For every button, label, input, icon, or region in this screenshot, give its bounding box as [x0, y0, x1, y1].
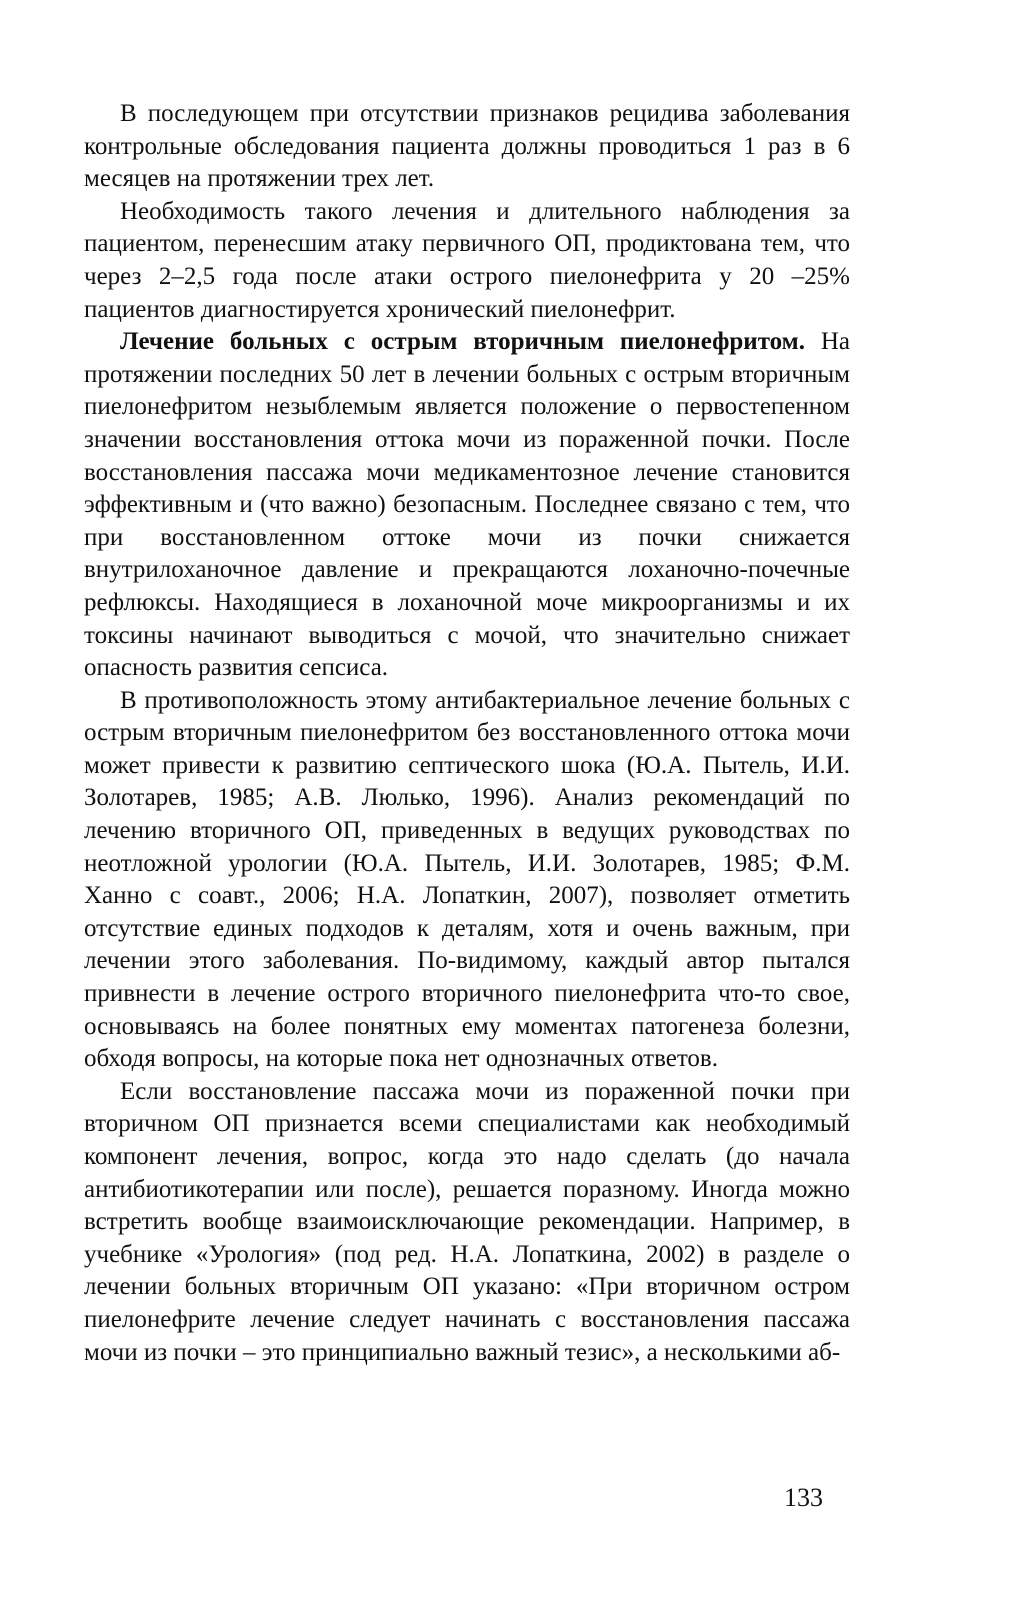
section-heading: Лечение больных с острым вторичным пиелонефритом.	[120, 328, 805, 356]
paragraph-2: Необходимость такого лечения и длительного наблюдения за пациентом, перенесшим атаку первичного ОП, продиктована тем, что через 2–2,5 года после атаки острого пиелонефрита у 20 –25% пациентов диагностируется хронический пиелонефрит.	[84, 197, 850, 323]
page-body	[84, 98, 850, 1369]
paragraph-3	[84, 326, 850, 685]
page-number: 133	[784, 1483, 823, 1512]
paragraph-1: В последующем при отсутствии признаков рецидива заболевания контрольные обследования пациента должны проводиться 1 раз в 6 месяцев на протяжении трех лет.	[84, 100, 850, 193]
paragraph-5: Если восстановление пассажа мочи из пораженной почки при вторичном ОП признается всеми специалистами как необходимый компонент лечения, вопрос, когда это надо сделать (до начала антибиотикотерапии или после), решается поразному. Иногда можно встретить вообще взаимоисключающие рекомендации. Например, в учебнике «Урология» (под ред. Н.А. Лопаткина, 2002) в разделе о лечении больных вторичным ОП указано: «При вторичном остром пиелонефрите лечение следует начинать с восстановления пассажа мочи из почки – это принципиально важный тезис», а несколькими аб-	[84, 1077, 850, 1366]
paragraph-3-text: На протяжении последних 50 лет в лечении больных с острым вторичным пиелонефритом незыблемым является положение о первостепенном значении восстановления оттока мочи из пораженной почки. После восстановления пассажа мочи медикаментозное лечение становится эффективным и (что важно) безопасным. Последнее связано с тем, что при восстановленном оттоке мочи из почки снижается внутрилоханочное давление и прекращаются лоханочно-почечные рефлюксы. Находящиеся в лоханочной моче микроорганизмы и их токсины начинают выводиться с мочой, что значительно снижает опасность развития сепсиса.	[84, 328, 850, 682]
paragraph-4: В противоположность этому антибактериальное лечение больных с острым вторичным пиелонефритом без восстановленного оттока мочи может привести к развитию септического шока (Ю.А. Пытель, И.И. Золотарев, 1985; А.В. Люлько, 1996). Анализ рекомендаций по лечению вторичного ОП, приведенных в ведущих руководствах по неотложной урологии (Ю.А. Пытель, И.И. Золотарев, 1985; Ф.М. Ханно с соавт., 2006; Н.А. Лопаткин, 2007), позволяет отметить отсутствие единых подходов к деталям, хотя и очень важным, при лечении этого заболевания. По-видимому, каждый автор пытался привнести в лечение острого вторичного пиелонефрита что-то свое, основываясь на более понятных ему моментах патогенеза болезни, обходя вопросы, на которые пока нет однозначных ответов.	[84, 686, 850, 1073]
